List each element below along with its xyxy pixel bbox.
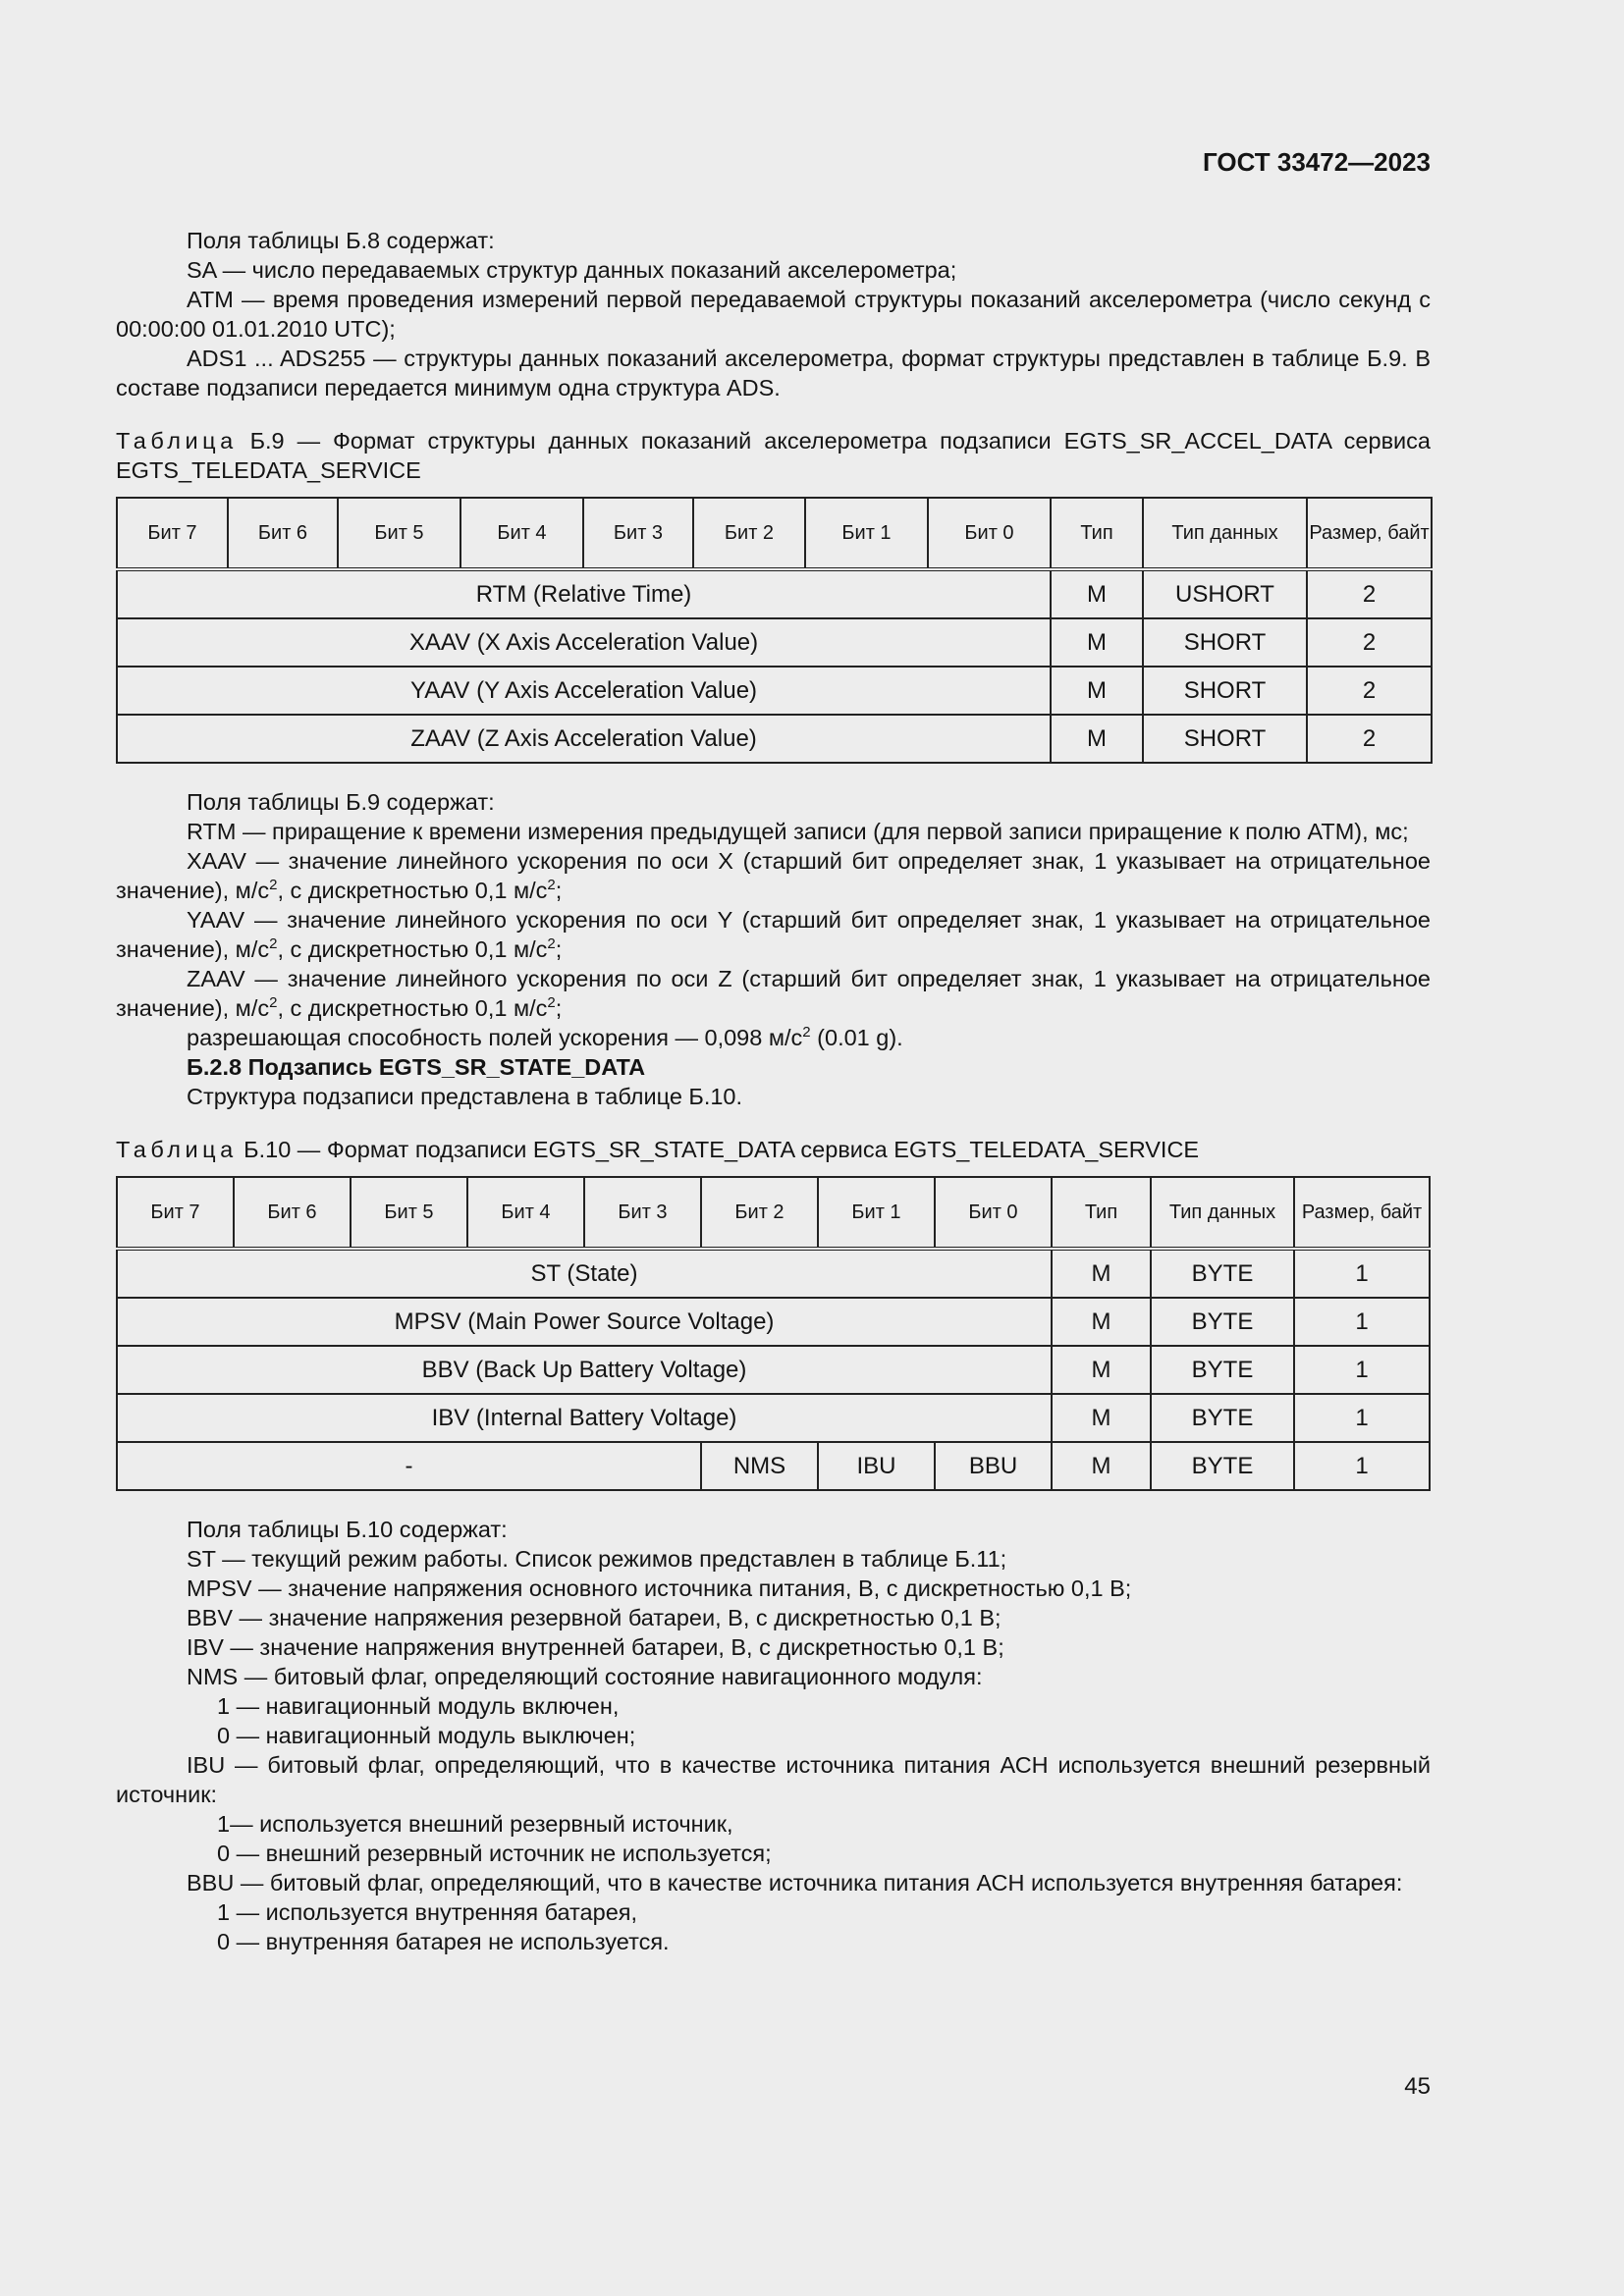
zaav-text: ZAAV — значение линейного ускорения по оси Z (старший бит определяет знак, 1 указывает на отрицательное значение), м/с [116,966,1431,1021]
table10-field-name: ST (State) [117,1249,1052,1298]
table10-header-cell: Тип [1052,1177,1151,1249]
table10-row [117,1346,1430,1394]
table9-row [117,667,1432,715]
para3-bbu-value: 1 — используется внутренняя батарея, [217,1899,638,1925]
table9-dtype: SHORT [1143,667,1307,715]
para3-nms: NMS — битовый флаг, определяющий состояние навигационного модуля: [187,1664,983,1689]
table10-header-cell: Бит 1 [818,1177,935,1249]
para1-intro: Поля таблицы Б.8 содержат: [187,228,495,253]
table9-header-cell: Бит 7 [117,498,228,569]
table10-reserved: - [117,1442,701,1490]
yaav-text: YAAV — значение линейного ускорения по оси Y (старший бит определяет знак, 1 указывает на отрицательное значение), м/с [116,907,1431,962]
table10-dtype: BYTE [1151,1442,1294,1490]
table10-field-name: BBV (Back Up Battery Voltage) [117,1346,1052,1394]
table9-header-cell: Бит 5 [338,498,460,569]
para3-bbu: BBU — битовый флаг, определяющий, что в качестве источника питания АСН используется внутренняя батарея: [187,1870,1403,1896]
table9-header-cell: Тип данных [1143,498,1307,569]
superscript: 2 [547,935,556,952]
table10-type: M [1052,1249,1151,1298]
resolution-text: разрешающая способность полей ускорения — 0,098 м/с [187,1025,803,1050]
superscript: 2 [802,1024,811,1041]
table10-row [117,1442,1430,1490]
table9-type: M [1051,715,1143,763]
resolution-text: , с дискретностью 0,1 м/с [277,995,548,1021]
page-number: 45 [1404,2073,1431,2100]
table9-dtype: SHORT [1143,715,1307,763]
para3-ibu: IBU — битовый флаг, определяющий, что в качестве источника питания АСН используется внешний резервный источник: [116,1752,1431,1807]
table9-type: M [1051,667,1143,715]
table9-type: M [1051,618,1143,667]
para2-intro: Поля таблицы Б.9 содержат: [187,789,495,815]
table10-type: M [1052,1298,1151,1346]
para2-resolution [116,1023,1431,1052]
page-content [116,226,1431,1956]
table10-ibu-bit: IBU [818,1442,935,1490]
table9-header-row [117,498,1432,569]
table10-size: 1 [1294,1249,1430,1298]
table9-field-name: XAAV (X Axis Acceleration Value) [117,618,1051,667]
table10-header-row [117,1177,1430,1249]
para3-bbu-value: 0 — внутренняя батарея не используется. [217,1929,670,1954]
table9-row [117,569,1432,618]
end-text: ; [555,995,563,1021]
end-text: ; [555,936,563,962]
para1-item: ATM — время проведения измерений первой передаваемой структуры показаний акселерометра (число секунд с 00:00:00 01.01.2010 UTC); [116,287,1431,342]
table9-row [117,618,1432,667]
table10-dtype: BYTE [1151,1298,1294,1346]
table10-header-cell: Бит 7 [117,1177,234,1249]
table10-field-name: IBV (Internal Battery Voltage) [117,1394,1052,1442]
table9-size: 2 [1307,618,1432,667]
table10-row [117,1249,1430,1298]
table10-label: Таблица [116,1137,238,1162]
table9-header-cell: Бит 6 [228,498,338,569]
superscript: 2 [269,877,278,893]
table9-size: 2 [1307,569,1432,618]
para2-rtm: RTM — приращение к времени измерения предыдущей записи (для первой записи приращение к полю ATM), мс; [187,819,1409,844]
para3-nms-value: 1 — навигационный модуль включен, [217,1693,620,1719]
table9-header-cell: Бит 1 [805,498,928,569]
superscript: 2 [269,994,278,1011]
table10-dtype: BYTE [1151,1394,1294,1442]
para3-mpsv: MPSV — значение напряжения основного источника питания, В, с дискретностью 0,1 В; [187,1575,1132,1601]
table9-size: 2 [1307,667,1432,715]
para2-yaav [116,905,1431,964]
table10-dtype: BYTE [1151,1249,1294,1298]
table10-type: M [1052,1442,1151,1490]
table10-row [117,1298,1430,1346]
section-text: Структура подзаписи представлена в таблице Б.10. [187,1084,743,1109]
table10-caption-text: Б.10 — Формат подзаписи EGTS_SR_STATE_DATA сервиса EGTS_TELEDATA_SERVICE [237,1137,1200,1162]
table10-size: 1 [1294,1346,1430,1394]
superscript: 2 [269,935,278,952]
table9-label: Таблица [116,428,238,454]
table10-header-cell: Бит 2 [701,1177,818,1249]
para1-item: ADS1 ... ADS255 — структуры данных показаний акселерометра, формат структуры представлен в таблице Б.9. В составе подзаписи передается минимум одна структура ADS. [116,346,1431,400]
table10-size: 1 [1294,1442,1430,1490]
table10-nms-bit: NMS [701,1442,818,1490]
resolution-text: , с дискретностью 0,1 м/с [277,936,548,962]
table10-header-cell: Размер, байт [1294,1177,1430,1249]
para3-nms-value: 0 — навигационный модуль выключен; [217,1723,636,1748]
table10-header-cell: Бит 4 [467,1177,584,1249]
table9-dtype: USHORT [1143,569,1307,618]
table9-row [117,715,1432,763]
table10 [116,1176,1431,1491]
table9-header-cell: Бит 0 [928,498,1051,569]
table9-header-cell: Тип [1051,498,1143,569]
table9-field-name: YAAV (Y Axis Acceleration Value) [117,667,1051,715]
para2-zaav [116,964,1431,1023]
para2-xaav [116,846,1431,905]
table10-header-cell: Бит 0 [935,1177,1052,1249]
para1-item: SA — число передаваемых структур данных показаний акселерометра; [187,257,957,283]
table10-header-cell: Бит 5 [351,1177,467,1249]
para3-st: ST — текущий режим работы. Список режимов представлен в таблице Б.11; [187,1546,1007,1572]
table9-size: 2 [1307,715,1432,763]
table9-caption [116,426,1431,485]
para3-bbv: BBV — значение напряжения резервной батареи, В, с дискретностью 0,1 В; [187,1605,1001,1630]
para3-intro: Поля таблицы Б.10 содержат: [187,1517,508,1542]
para3-ibu-value: 1— используется внешний резервный источник, [217,1811,733,1837]
para3-ibv: IBV — значение напряжения внутренней батареи, В, с дискретностью 0,1 В; [187,1634,1004,1660]
table9-field-name: ZAAV (Z Axis Acceleration Value) [117,715,1051,763]
table10-row [117,1394,1430,1442]
table9-dtype: SHORT [1143,618,1307,667]
section-heading: Б.2.8 Подзапись EGTS_SR_STATE_DATA [187,1054,646,1080]
page-header: ГОСТ 33472—2023 [1203,147,1431,177]
table10-caption [116,1135,1431,1164]
xaav-text: XAAV — значение линейного ускорения по оси X (старший бит определяет знак, 1 указывает на отрицательное значение), м/с [116,848,1431,903]
table10-field-name: MPSV (Main Power Source Voltage) [117,1298,1052,1346]
table10-size: 1 [1294,1394,1430,1442]
table10-dtype: BYTE [1151,1346,1294,1394]
table9-header-cell: Размер, байт [1307,498,1432,569]
table9-caption-text: Б.9 — Формат структуры данных показаний акселерометра подзаписи EGTS_SR_ACCEL_DATA сервиса EGTS_TELEDATA_SERVICE [116,428,1431,483]
resolution-suffix: (0.01 g). [810,1025,903,1050]
resolution-text: , с дискретностью 0,1 м/с [277,878,548,903]
superscript: 2 [547,877,556,893]
table10-header-cell: Бит 6 [234,1177,351,1249]
table10-header-cell: Тип данных [1151,1177,1294,1249]
end-text: ; [555,878,563,903]
table10-size: 1 [1294,1298,1430,1346]
para3-ibu-value: 0 — внешний резервный источник не используется; [217,1841,772,1866]
superscript: 2 [547,994,556,1011]
table9-type: M [1051,569,1143,618]
table9-header-cell: Бит 4 [460,498,583,569]
table9-header-cell: Бит 3 [583,498,693,569]
table10-type: M [1052,1394,1151,1442]
table10-type: M [1052,1346,1151,1394]
table9 [116,497,1433,764]
table10-header-cell: Бит 3 [584,1177,701,1249]
table9-field-name: RTM (Relative Time) [117,569,1051,618]
table10-bbu-bit: BBU [935,1442,1052,1490]
table9-header-cell: Бит 2 [693,498,805,569]
